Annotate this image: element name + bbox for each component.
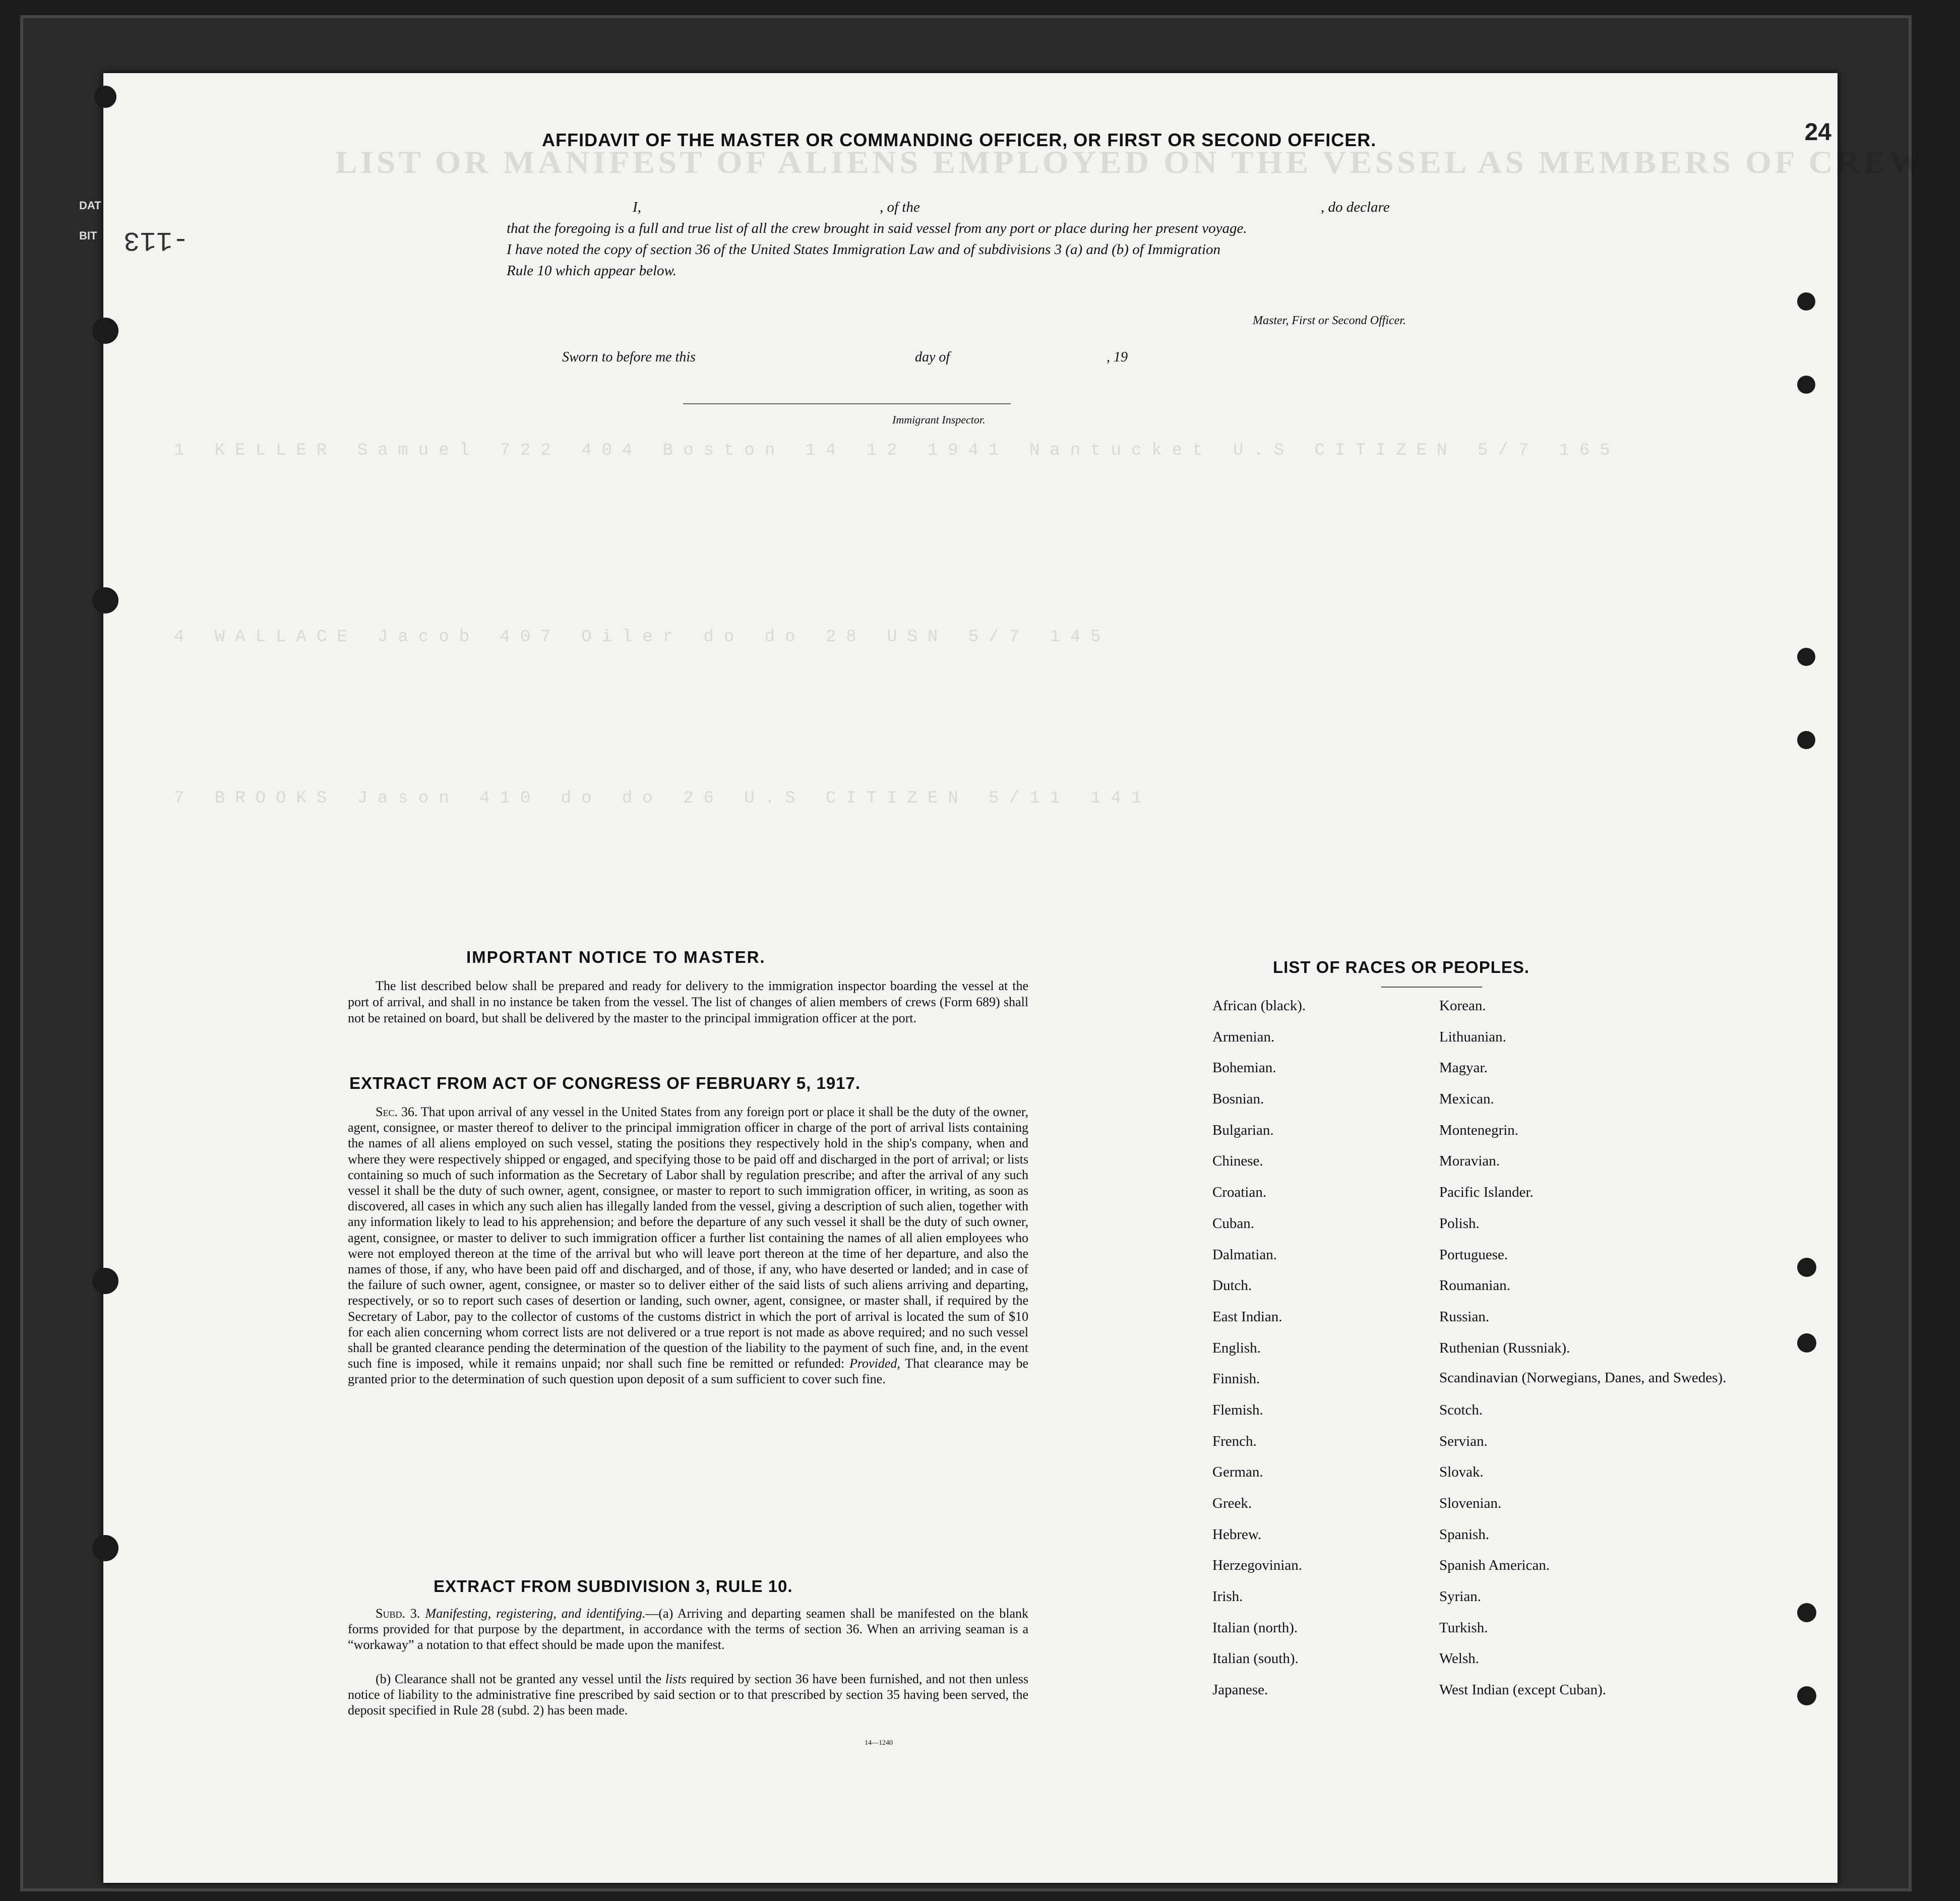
race-item: Mexican. (1439, 1091, 1494, 1108)
race-item: Pacific Islander. (1439, 1184, 1534, 1201)
race-item: Japanese. (1212, 1682, 1268, 1698)
punch-hole (1797, 1686, 1816, 1705)
race-item: Croatian. (1212, 1184, 1267, 1201)
race-item: Syrian. (1439, 1588, 1481, 1605)
punch-hole (1797, 292, 1815, 311)
notice-body: The list described below shall be prepared and ready for delivery to the immigration inspector boarding the vessel at the port of arrival, and shall in no instance be taken from the vessel. The list of changes of alien members of crews (Form 689) shall not be retained on board, but shall be delivered by the master to the principal immigration officer at the port. (348, 978, 1028, 1025)
bleed-through-row: 7 BROOKS Jason 410 do do 26 U.S CITIZEN 5/11 141 (174, 789, 1152, 808)
punch-hole (1797, 731, 1815, 749)
side-label: BIT (79, 229, 97, 242)
race-item: English. (1212, 1339, 1261, 1356)
notice-heading: IMPORTANT NOTICE TO MASTER. (466, 948, 766, 966)
race-item: Scotch. (1439, 1401, 1483, 1418)
race-item: Korean. (1439, 998, 1486, 1014)
affidavit-declare: , do declare (1321, 199, 1390, 215)
race-item: Hebrew. (1212, 1526, 1262, 1543)
race-item: Finnish. (1212, 1371, 1260, 1387)
punch-hole (1797, 648, 1815, 666)
punch-hole (92, 1535, 118, 1561)
day-of-label: day of (915, 349, 950, 365)
race-item: Bosnian. (1212, 1091, 1264, 1108)
bleed-through-title: LIST OR MANIFEST OF ALIENS EMPLOYED ON THE VESSEL AS MEMBERS OF CREW (335, 144, 1926, 180)
affidavit-title: AFFIDAVIT OF THE MASTER OR COMMANDING OFFICER, OR FIRST OR SECOND OFFICER. (542, 130, 1377, 150)
race-item: Scandinavian (Norwegians, Danes, and Swedes). (1439, 1370, 1727, 1386)
race-item: Welsh. (1439, 1650, 1480, 1667)
document-page (79, 73, 1926, 1883)
provided-label: Provided, (849, 1356, 900, 1371)
race-item: Chinese. (1212, 1153, 1263, 1170)
punch-hole (1797, 1603, 1816, 1622)
race-item: French. (1212, 1433, 1257, 1449)
race-item: Italian (north). (1212, 1619, 1298, 1636)
races-column-2 (1439, 998, 1726, 1713)
section-label: Sec. 36. (376, 1105, 418, 1119)
act-text: That upon arrival of any vessel in the United States from any foreign port or place it shall be the duty of the owner, agent, consignee, or master thereof to deliver to the principal immigration officer in charge of the port of arrival lists containing the names of all aliens employed on such vessel, stating the positions they respectively hold in the ship's company, when and where they were respectively shipped or engaged, and specifying those to be paid off and discharged in the port of arrival; or lists containing so much of such information as the Secretary of Labor shall by regulation prescribe; and after the arrival of any such vessel it shall be the duty of such owner, agent, consignee, or master to report to such immigration officer, in writing, as soon as discovered, all cases in which any such alien has illegally landed from the vessel, giving a description of such alien, together with any information likely to lead to his apprehension; and before the departure of any such vessel it shall be the duty of such owner, agent, consignee, or master to deliver to such immigration officer a further list containing the names of all alien employees who were not employed thereon at the time of the arrival but who will leave port thereon at the time of her departure, and also the names of those, if any, who have been paid off and discharged, and of those, if any, who have deserted or landed; and in case of the failure of such owner, agent, consignee, or master so to deliver either of the said lists of such aliens arriving and departing, respectively, or so to report such cases of desertion or landing, such owner, agent, consignee, or master shall, if required by the Secretary of Labor, pay to the collector of customs of the customs district in which the port of arrival is located the sum of $10 for each alien concerning whom correct lists are not delivered or a true report is not made as above required; and no such vessel shall be granted clearance pending the determination of the question of the liability to the payment of such fine, and, in the event such fine is imposed, while it remains unpaid; nor shall such fine be remitted or refunded: (348, 1105, 1028, 1371)
punch-hole (1797, 1333, 1816, 1353)
race-item: Dalmatian. (1212, 1246, 1277, 1263)
race-item: Greek. (1212, 1495, 1252, 1511)
punch-hole (92, 1268, 118, 1294)
race-item: Armenian. (1212, 1028, 1275, 1045)
affidavit-line-3: I have noted the copy of section 36 of the United States Immigration Law and of subdivisions 3 (a) and (b) of Immigration (507, 241, 1221, 258)
race-item: Slovenian. (1439, 1495, 1502, 1511)
punch-hole (92, 318, 118, 344)
race-item: Spanish American. (1439, 1557, 1550, 1574)
margin-number: -113 (124, 224, 189, 255)
master-signature-label: Master, First or Second Officer. (1253, 314, 1406, 327)
race-item: Portuguese. (1439, 1246, 1508, 1263)
race-item: Turkish. (1439, 1619, 1488, 1636)
race-item: Montenegrin. (1439, 1122, 1519, 1138)
race-item: Dutch. (1212, 1277, 1252, 1294)
rule-a-text: —(a) Arriving and departing seamen shall be manifested on the blank forms provided for that purpose by the department, in accordance with the terms of section 36. When an arriving seaman is a “workaway” a notation to that effect should be made upon the manifest. (348, 1606, 1028, 1652)
act-text-end: That clearance may be granted prior to the determination of such question upon deposit of a sum sufficient to cover such fine. (348, 1356, 1029, 1387)
punch-hole (94, 86, 116, 108)
race-item: Flemish. (1212, 1401, 1263, 1418)
race-item: Ruthenian (Russniak). (1439, 1339, 1570, 1356)
race-item: Roumanian. (1439, 1277, 1510, 1294)
race-item: Herzegovinian. (1212, 1557, 1302, 1574)
race-item: Spanish. (1439, 1526, 1490, 1543)
subdivision-label: Subd. 3. (376, 1606, 420, 1621)
affidavit-i: I, (633, 199, 641, 215)
race-item: Irish. (1212, 1588, 1243, 1605)
race-item: Magyar. (1439, 1060, 1488, 1076)
race-item: African (black). (1212, 998, 1306, 1014)
heading-rule (1381, 987, 1482, 988)
affidavit-of-the: , of the (880, 199, 920, 215)
race-item: German. (1212, 1464, 1263, 1481)
affidavit-line-1 (507, 197, 1590, 218)
affidavit-line-2: that the foregoing is a full and true list of all the crew brought in said vessel from any port or place during her present voyage. (507, 220, 1247, 236)
page-number: 24 (1804, 119, 1831, 146)
races-column-1 (1212, 998, 1306, 1713)
race-item: Italian (south). (1212, 1650, 1299, 1667)
race-item: Bulgarian. (1212, 1122, 1274, 1138)
race-item: East Indian. (1212, 1308, 1282, 1325)
punch-hole (1797, 376, 1815, 394)
form-number: 14—1240 (865, 1739, 893, 1747)
race-item: Slovak. (1439, 1464, 1484, 1481)
race-item: Moravian. (1439, 1153, 1500, 1170)
act-body (348, 1104, 1028, 1387)
affidavit-text (507, 197, 1590, 281)
act-heading: EXTRACT FROM ACT OF CONGRESS OF FEBRUARY 5, 1917. (349, 1074, 861, 1092)
sworn-label: Sworn to before me this (562, 349, 696, 365)
bleed-through-row: 1 KELLER Samuel 722 404 Boston 14 12 1941 Nantucket U.S CITIZEN 5/7 165 (174, 441, 1620, 460)
punch-hole (92, 587, 118, 614)
race-item: West Indian (except Cuban). (1439, 1682, 1607, 1698)
rule-paragraph-a (348, 1606, 1028, 1652)
race-item: Servian. (1439, 1433, 1488, 1449)
rule-paragraph-b: (b) Clearance shall not be granted any vessel until the lists required by section 36 have been furnished, and not then unless notice of liability to the administrative fine prescribed by said section or to that prescribed by section 35 having been served, the deposit specified in Rule 28 (subd. 2) has been made. (348, 1672, 1028, 1718)
inspector-label: Immigrant Inspector. (892, 413, 986, 426)
race-item: Russian. (1439, 1308, 1490, 1325)
year-label: , 19 (1107, 349, 1128, 365)
race-item: Bohemian. (1212, 1060, 1276, 1076)
subdivision-title: Manifesting, registering, and identifying. (425, 1606, 646, 1621)
bleed-through-row: 4 WALLACE Jacob 407 Oiler do do 28 USN 5/7 145 (174, 628, 1111, 647)
side-label: DAT (79, 199, 101, 212)
race-item: Polish. (1439, 1215, 1480, 1232)
affidavit-line-4: Rule 10 which appear below. (507, 263, 677, 279)
race-item: Lithuanian. (1439, 1028, 1506, 1045)
races-heading: LIST OF RACES OR PEOPLES. (1273, 958, 1530, 976)
rule-heading: EXTRACT FROM SUBDIVISION 3, RULE 10. (434, 1577, 793, 1596)
race-item: Cuban. (1212, 1215, 1254, 1232)
punch-hole (1797, 1258, 1816, 1277)
signature-line (683, 403, 1011, 404)
